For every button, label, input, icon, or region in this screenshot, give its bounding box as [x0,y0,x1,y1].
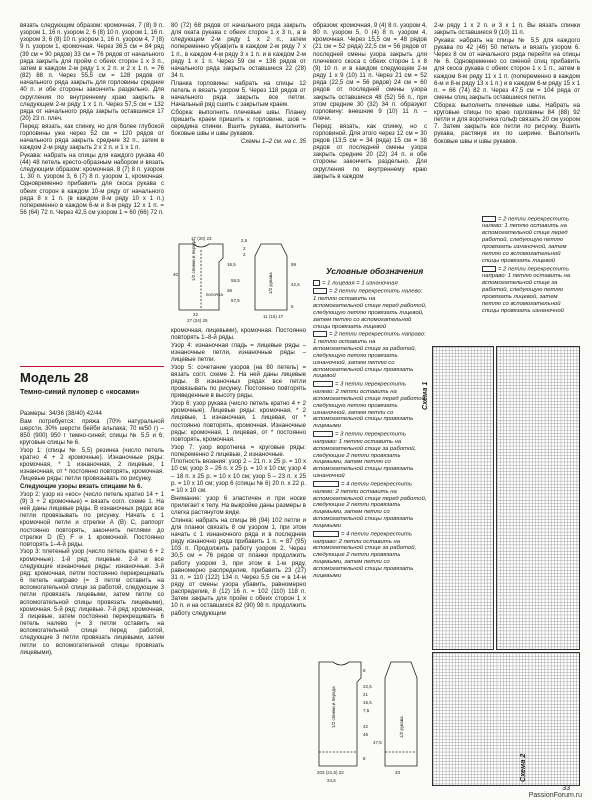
dimension: 24,5 [327,778,336,783]
dimension: 55,5 [231,278,240,283]
dimension: 2 [243,252,246,257]
column-2-lower-text [171,327,306,617]
sketch-label: полочка [206,292,223,297]
dimension: 22 [193,312,199,317]
paragraph: Узор 5: сочетание узоров (на 80 петель) = вязать согл. схеме 2. На ней даны лицевые ряды. В изнаночных рядах все петли провязывать по рисунку. Постоянно повторять приведенные в высоту ряды. [171,363,306,400]
sketch-label: 1/2 рукава [399,716,404,738]
sizes: Размеры: 34/36 (38/40) 42/44 [20,410,102,417]
cross-right-2-purl-icon [482,266,496,272]
dimension: 57,5 [231,298,240,303]
sleeve-piece-outline [385,662,417,766]
paragraph: вязать следующим образом: кромочная, 7 (8) 9 п. узором 1, 16 п. узором 2, 6 (8) 10 п. узором 1, 16 п. узором 3, 6 (8) 10 п. узором 1, 16 п. узором 4, 7 (8) 9 п. узором 1, кромочная. Через 36,5 см = 84 ряд (39 см = 90 рядов) 33 см = 76 рядов от начального ряда закрыть для пройм с обеих сторон 1 х 3 п., затем в каждом 2-м ряду 1 х 2 п. и 2 х 1 п. = 76 (82) 88 п. Через 55,5 см = 128 рядов от начального ряда закрыть для горловины средние 40 п. и обе стороны закончить раздельно. Для скругления по внутреннему краю закрыть в следующем 2-м ряду 1 х 1 п. Через 57,5 см = 132 ряда от начального ряда закрыть оставшиеся 17 (20) 23 п. плеч. [20,22,164,123]
cross-right-4-icon [313,531,339,537]
pattern-sketch-1-svg [171,236,306,324]
paragraph: Сборка: выполнить плечевые швы. Набрать на круговые спицы по краю горловины 84 (88) 92 петли и для воротника гольф связать 20 см узором 7. Затем закрыть все петли по рисунку. Вшить рукава, растянув их по ширине. Выполнить боковые швы и швы рукавов. [434,101,580,145]
pattern-2: Узор 2: узор из «кос» (число петель кратно 14 + 1 (9) 3 + 2 кромочные) = вязать согл. схеме 1. На ней даны лицевые ряды. В изнаночных рядах все петли провязывать по рисунку. Начать с 1 кромочной петли и стрелки A (B) C, раппорт постоянно повторять, закончить петлями до стрелки D (E) F и 1 кромочной. Постоянно повторять 1–4-й ряды. [20,490,164,548]
model-subtitle: Темно-синий пуловер с «косами» [20,387,140,397]
legend-item: = 2 петли перекрестить направо: 1 петлю оставить на вспомогательной спице за работой, следующую петлю провязать лицевой, затем петлю со вспомогательной спицы провязать изнаночной [482,266,571,314]
dimension: 2 [243,246,246,251]
model-header [20,366,164,396]
paragraph: Перед: вязать, как спинку, но для более глубокой горловины уже через 52 см = 120 рядов от начального ряда закрыть средние 32 п., затем в каждом 2-м ряду закрыть 2 х 2 п. и 1 х 1 п. [20,122,164,152]
scheme-2-label: Схема 2 [518,753,527,782]
paragraph: Узор 4: изнаночная гладь = лицевые ряды – изнаночные петли, изнаночные ряды – лицевые петли. [171,341,306,364]
dimension: 17 (20) 23 [191,236,212,241]
dimension: 59 [291,262,297,267]
dimension: 40 [173,272,179,277]
scheme-1-label: Схема 1 [420,381,429,410]
materials: Вам потребуется: пряжа (70% натуральной шерсти, 30% шерсти бейби альпака; 70 м/50 г) – 850 (900) 950 г темно-синей; спицы № 5,5 и 6; круговые спицы № 6. [20,417,164,447]
legend-item: = 4 петли перекрестить направо: 2 петли оставить на вспомогательной спице за работой, следующие 2 петли провязать лицевыми, затем петли со вспомогательной спицы провязать лицевыми [313,531,417,580]
pattern-sketch-1 [171,236,306,324]
sketch-label: 1/2 спинки и переда [331,686,336,728]
cross-left-3-icon [313,381,333,387]
dimension: 203 (21,5) 22 [317,770,344,775]
dimension: 11 (15) 17 [263,314,284,319]
legend-item: = 4 петли перекрестить налево: 2 петли оставить на вспомогательной спице перед работой, следующие 2 петли провязать лицевыми, затем петли со вспомогательной спицы провязать лицевыми [313,481,427,530]
dimension: 27 (24) 25 [187,318,208,323]
scheme-2-chart [432,652,580,786]
model-title: Модель 28 [20,370,89,386]
paragraph: Рукава: набрать на спицы № 5,5 для каждого рукава по 42 (46) 50 петель и вязать узором 6. Через 8 см от начального ряда перейти на спицы № 6. Одновременно со сменой спиц прибавить для скоса рукава с обеих сторон 1 х 1 п., затем в каждом 8-м ряду 11 х 1 п. (попеременно в каждом 6-м и 8-м ряду 13 х 1 п.) и в каждом 6-м ряду 15 х 1 п. = 66 (74) 82 п. Через 47,5 см = 104 ряда от смены спиц закрыть оставшиеся петли. [434,36,580,102]
header-rule [20,366,164,367]
paragraph: кромочная, лицевыми), кромочная. Постоянно повторять 1–8-й ряды. [171,327,306,342]
dimension: 21 [363,692,369,697]
legend-item: = 2 петли перекрестить налево: 1 петлю оставить на вспомогательной спице перед работой, следующую петлю провязать изнаночной, затем петлю со вспомогательной спицы провязать лицевой [482,216,569,264]
paragraph: образом: кромочная, 9 (4) 8 п. узором 4, 80 п. узором 5, 0 (4) 8 п. узором 4, кромочная. Через 15,5 см = 48 рядов (21 см = 52 ряда) 22,5 см = 56 рядов от последней смены узора закрыть для плечевого скоса с обеих сторон 1 х 8 (9) 10 п. и в каждом следующем 2-м ряду 1 х 9 (10) 11 п. Через 21 см = 52 ряда (22,5 см = 56 рядов) 24 см = 60 рядов от последней смены узора закрыть оставшиеся 48 (52) 56 п., при этом средние 30 (32) 34 п. образуют горловину: внешние 9 (10) 11 п. – плечи. [313,22,427,123]
dimension: 5 [291,304,294,309]
paragraph: Внимание: узор 6 эластичен и при носке прилегает к телу. На выкройке даны размеры в слегка растянутом виде. [171,494,306,516]
dimension: 33 [395,770,401,775]
legend-item: = 2 петли перекрестить налево: 1 петлю оставить на вспомогательной спице перед работой, следующую петлю провязать лицевой, затем петлю со вспомогательной спицы провязать лицевой [313,289,427,330]
paragraph: Узор 7: узор воротника = круговые ряды: попеременно 2 лицевые, 2 изнаночные. [171,443,306,458]
legend-item: = 1 лицевая = 1 изнаночная [313,280,427,287]
cross-left-2-purl-icon [482,216,496,222]
legend-right [482,216,578,315]
paragraph: Перед: вязать, как спинку, но с горловиной. Для этого через 12 см = 30 рядов (13,5 см = 34 ряда) 15 см = 38 рядов от последней смены узора закрыть средние 20 (22) 24 п. и обе стороны закончить раздельно. Для скругления по внутреннему краю закрыть в каждом [313,122,427,180]
dimension: 8 [363,756,366,761]
body-piece-outline [319,662,361,766]
dimension: 7,5 [363,708,370,713]
sketch-label: 1/2 рукава [268,272,273,294]
pattern-sketch-2-svg [313,648,427,788]
column-2-text [171,22,306,146]
dimension: 42 [363,724,369,729]
dimension: 36 [227,288,233,293]
column-3-text [313,22,427,180]
dimension: 2,5 [241,238,248,243]
column-4-text [434,22,580,145]
dimension: 8 [363,668,366,673]
legend-item: = 3 петли перекрестить направо: 1 петлю оставить на вспомогательной спице за работой, следующие 2 петли провязать лицевыми, затем петлю со вспомогательной спицы провязать изнаночной [313,431,417,480]
dimension: 16,5 [227,262,236,267]
paragraph: 80 (72) 68 рядов от начального ряда закрыть для оката рукава с обеих сторон 1 х 3 п., а в следующем 2-м ряду 1 х 2 п., затем попеременно уб(ав)ить в каждом 2-м ряду 7 х 1 п., в каждом 4-м ряду 3 х 1 п. и в каждом 2-м ряду 1 х 1 п. Через 59 см = 136 рядов от начального ряда закрыть оставшиеся 22 (28) 34 п. [171,22,306,80]
paragraph: Узор 6: узор рукава (число петель кратно 4 + 2 кромочные). Лицевые ряды: кромочная, * 2 лицевые, 1 изнаночная, 1 лицевая, от * постоянно повторять, кромочная. Изнаночные ряды: кромочная, 1 лицевая, от * постоянно повторять, кромочная. [171,400,306,443]
pattern-1: Узор 1: (спицы № 5,5) резинка (число петель кратно 4 + 2 кромочные). Изнаночные ряды: кромочная, * 1 изнаночная, 2 лицевые, 1 изнаночная, от * постоянно повторять, кромочная. Лицевые ряды: петли провязывать по рисунку. [20,446,164,483]
paragraph: Плотность вязания: узор 2 – 21 п. x 25 р. = 10 x 10 см; узор 3 – 26 п. x 25 р. = 10 x 10 см; узор 4 – 18 п. x 25 р. = 10 x 10 см; узор 5 – 23 п. x 25 р. = 10 x 10 см; узор 6 (спицы № 6) 20 п. x 22 р. = 10 x 10 см. [171,458,306,494]
legend-item: = 3 петли перекрестить налево: 2 петли оставить на вспомогательной спице перед работой, следующую петлю провязать изнаночной, затем петли со вспомогательной спицы провязать лицевыми [313,381,427,430]
schemes-reference: Схемы 1–2 см. на с. 35 [240,138,306,145]
cross-right-3-icon [313,431,333,437]
dimension: 46 [363,732,369,737]
dimension: 15,5 [363,700,372,705]
cross-right-2-icon [313,331,327,337]
legend [313,280,427,581]
paragraph: Планка горловины: набрать на спицы 12 петель и вязать узором 5. Через 118 рядов от начального ряда закрыть все петли. Начальный ряд сшить с закрытым краем. [171,79,306,109]
sketch-label: 1/2 спинки и переда [191,239,196,281]
legend-item: = 2 петли перекрестить направо: 1 петлю оставить на вспомогательной спице за работой, следующую петлю провязать изнаночной, затем петлю со вспомогательной спицы провязать лицевой [313,332,426,380]
paragraph: Спинка: набрать на спицы 86 (94) 102 петли и для планки связать 8 см узором 1, при этом начать с 1 изнаночного ряда и в последнем ряду изнаночно ряда прибавить 1 п. = 87 (95) 103 п. Продолжить работу узором 2. Через 30,5 см = 76 рядов от планки продолжить работу узором 3, при этом в 1-м ряду, равномерно распределив, прибавить 23 (27) 31 п. = 110 (122) 134 п. Через 5,5 см = в 14-м ряду от смены узора убавить, равномерно распределив, 8 (12) 16 п. = 102 (110) 118 п. Затем закрыть для пройм с обеих сторон 1 x 10 п. и на оставшихся 82 (90) 98 п. продолжить работу следующим [171,516,306,617]
column-1-text [20,22,164,217]
dimension: 47,5 [373,740,382,745]
cross-left-4-icon [313,481,339,487]
paragraph: 2-м ряду 1 х 2 п. и 3 х 1 п. Вы вязать спинки закрыть оставшиеся 9 (10) 11 п. [434,22,580,37]
page-number: 33 [562,785,570,792]
dimension: 22,5 [363,684,372,689]
pattern-3: Узор 3: плетеный узор (число петель кратно 6 + 2 кромочные). 1-й ряд: лицевые. 2-й и все следующие изнаночные ряды: изнаночные. 3-й ряд: кромочная, петли постоянно перекрещивать 6 петель направо (= 3 петли оставить на вспомогательной спице за работой, следующие 3 петли провязать лицевыми, затем петли со вспомогательной спицы провязать лицевыми), кромочная. 5-й ряд: лицевые. 7-й ряд: кромочная, 3 лицевые, затем постоянно перекрещивать 6 петель налево (= 3 петли оставить на вспомогательной спице перед работой, следующие 3 петли провязать лицевыми, затем петли со вспомогательной спицы провязать лицевыми), [20,548,164,656]
paragraph: Рукава: набрать на спицы для каждого рукава 40 (44) 48 петель кресто-образным набором и вязать следующим образом: кромочная, 8 (7) 8 п. узором 1, 30 п. узором 3, 6 (7) 8 п. узором 1, кромочная. Одновременно прибавить для скоса рукава с обеих сторон в каждом 10-м ряду от начального ряда 8 х 1 п. (в каждом 8-м ряду 10 х 1 п.) попеременно в каждом 6-м и 8-м ряду 12 х 1 п. = 56 (64) 72 п. Через 42,5 см узором 1 = 60 (66) 72 п. [20,151,164,217]
cross-left-2-icon [313,288,327,294]
needles-note: Следующие узоры вязать спицами № 6. [20,483,143,491]
scheme-1-chart [432,346,494,650]
site-watermark: PassionForum.ru [528,792,582,799]
paragraph: Сборка: выполнить плечевые швы. Планку пришить краем пришить к горловине, шов = середина спинки. Вшить рукава, выполнить боковые швы и швы рукавов. [171,108,306,138]
dimension: 42,5 [291,282,300,287]
scheme-1-chart-repeat [496,346,580,650]
pattern-sketch-2 [313,648,427,788]
column-1-lower-text [20,410,164,656]
stitch-symbol-icon [313,280,320,286]
legend-title: Условные обозначения [326,266,424,276]
